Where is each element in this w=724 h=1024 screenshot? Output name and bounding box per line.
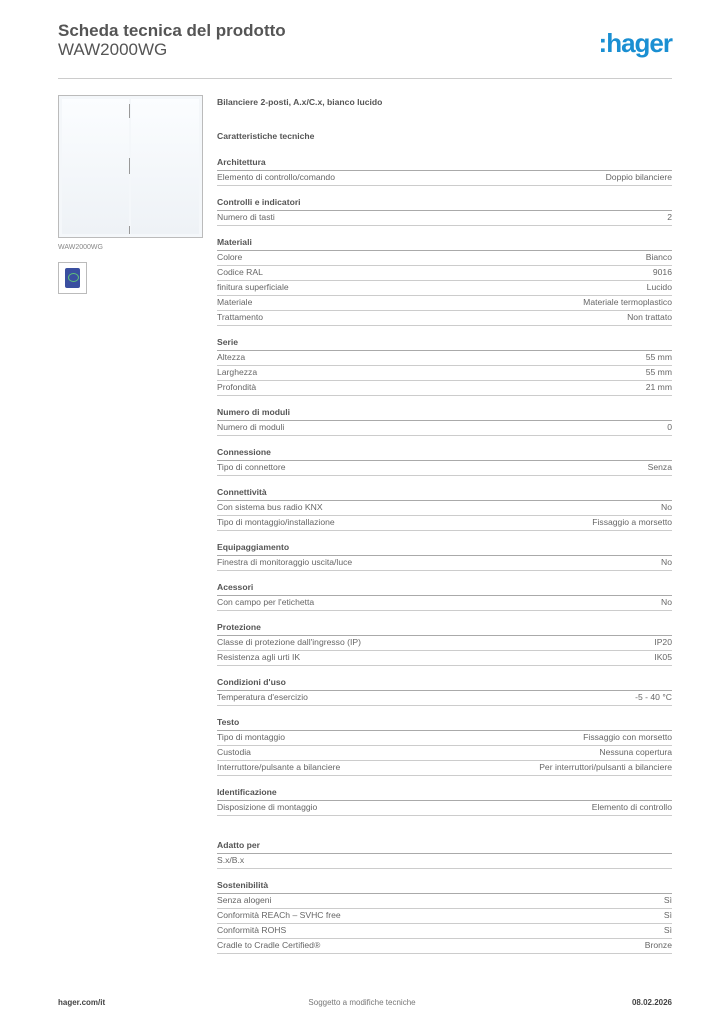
header-divider	[58, 78, 672, 79]
spec-label: Con sistema bus radio KNX	[217, 502, 323, 512]
spec-row	[217, 366, 672, 381]
spec-value: Non trattato	[627, 312, 672, 322]
spec-row	[217, 421, 672, 436]
spec-row	[217, 909, 672, 924]
spec-row	[217, 501, 672, 516]
spec-section	[217, 621, 672, 666]
spec-row	[217, 311, 672, 326]
section-heading: Identificazione	[217, 786, 672, 801]
spec-label: Temperatura d'esercizio	[217, 692, 308, 702]
spec-row	[217, 596, 672, 611]
spec-label: Finestra di monitoraggio uscita/luce	[217, 557, 353, 567]
spec-value: IP20	[654, 637, 672, 647]
spec-label: Custodia	[217, 747, 251, 757]
spec-value: Sì	[663, 910, 672, 920]
spec-value: 9016	[652, 267, 672, 277]
spec-value: 2	[667, 212, 672, 222]
spec-section	[217, 786, 672, 816]
spec-value: No	[661, 502, 672, 512]
spec-section	[217, 236, 672, 326]
spec-value: Per interruttori/pulsanti a bilanciere	[539, 762, 672, 772]
spec-section	[217, 156, 672, 186]
spec-label: Tipo di montaggio/installazione	[217, 517, 335, 527]
spec-sheet	[217, 96, 672, 954]
cradle-to-cradle-badge-icon	[58, 262, 87, 294]
spec-row	[217, 746, 672, 761]
spec-row	[217, 651, 672, 666]
spec-value: IK05	[654, 652, 672, 662]
section-heading: Equipaggiamento	[217, 541, 672, 556]
spec-value: No	[661, 597, 672, 607]
spec-label: finitura superficiale	[217, 282, 289, 292]
section-heading: Connessione	[217, 446, 672, 461]
spec-label: Colore	[217, 252, 243, 262]
footer-note: Soggetto a modifiche tecniche	[308, 998, 416, 1007]
section-heading: Protezione	[217, 621, 672, 636]
spec-value: Bronze	[644, 940, 672, 950]
spec-value: 0	[667, 422, 672, 432]
spec-label: Materiale	[217, 297, 253, 307]
hager-logo: :hager	[598, 28, 672, 58]
spec-row	[217, 556, 672, 571]
spec-label: Senza alogeni	[217, 895, 272, 905]
spec-section	[217, 581, 672, 611]
spec-label: Codice RAL	[217, 267, 263, 277]
spec-label: Con campo per l'etichetta	[217, 597, 315, 607]
spec-row	[217, 924, 672, 939]
spec-section	[217, 839, 672, 869]
product-code: WAW2000WG	[58, 40, 168, 59]
spec-label: S.x/B.x	[217, 855, 245, 865]
spec-section	[217, 541, 672, 571]
spec-label: Tipo di connettore	[217, 462, 286, 472]
spec-label: Disposizione di montaggio	[217, 802, 318, 812]
spec-value: Fissaggio con morsetto	[583, 732, 672, 742]
spec-label: Numero di moduli	[217, 422, 285, 432]
spec-value: Materiale termoplastico	[583, 297, 672, 307]
spec-row	[217, 281, 672, 296]
spec-section	[217, 406, 672, 436]
spec-label: Profondità	[217, 382, 257, 392]
rocker-mark	[129, 158, 130, 174]
spec-section	[217, 716, 672, 776]
spec-label: Trattamento	[217, 312, 264, 322]
spec-row	[217, 351, 672, 366]
spec-value: Senza	[647, 462, 672, 472]
spec-row	[217, 381, 672, 396]
spec-label: Elemento di controllo/comando	[217, 172, 335, 182]
spec-value: Sì	[663, 925, 672, 935]
spec-label: Interruttore/pulsante a bilanciere	[217, 762, 341, 772]
spec-row	[217, 854, 672, 869]
spec-value: Bianco	[645, 252, 672, 262]
section-heading: Condizioni d'uso	[217, 676, 672, 691]
spec-row	[217, 731, 672, 746]
product-name: Bilanciere 2-posti, A.x/C.x, bianco lucido	[217, 97, 383, 107]
spec-section	[217, 196, 672, 226]
spec-label: Tipo di montaggio	[217, 732, 285, 742]
product-image	[58, 95, 203, 238]
spec-label: Altezza	[217, 352, 246, 362]
spec-label: Resistenza agli urti IK	[217, 652, 301, 662]
spec-value: Sì	[663, 895, 672, 905]
spec-row	[217, 296, 672, 311]
spec-section	[217, 486, 672, 531]
spec-label: Larghezza	[217, 367, 258, 377]
rocker-right	[131, 99, 199, 234]
image-caption: WAW2000WG	[58, 244, 103, 251]
spec-value: Lucido	[646, 282, 672, 292]
spec-row	[217, 211, 672, 226]
characteristics-title: Caratteristiche tecniche	[217, 131, 315, 141]
spec-section	[217, 879, 672, 954]
spec-value: Nessuna copertura	[599, 747, 672, 757]
spec-row	[217, 171, 672, 186]
document-title: Scheda tecnica del prodotto	[58, 21, 286, 40]
spec-row	[217, 266, 672, 281]
spec-row	[217, 516, 672, 531]
spec-label: Conformità REACh – SVHC free	[217, 910, 341, 920]
spec-section	[217, 676, 672, 706]
spec-value: 55 mm	[645, 367, 672, 377]
spec-row	[217, 894, 672, 909]
section-heading: Testo	[217, 716, 672, 731]
section-heading: Numero di moduli	[217, 406, 672, 421]
section-heading: Architettura	[217, 156, 672, 171]
spec-section	[217, 446, 672, 476]
section-heading: Adatto per	[217, 839, 672, 854]
section-heading: Acessori	[217, 581, 672, 596]
section-heading: Materiali	[217, 236, 672, 251]
spec-label: Classe di protezione dall'ingresso (IP)	[217, 637, 361, 647]
spec-row	[217, 761, 672, 776]
section-heading: Serie	[217, 336, 672, 351]
spec-sections	[217, 156, 672, 954]
section-heading: Sostenibilità	[217, 879, 672, 894]
section-heading: Connettività	[217, 486, 672, 501]
spec-row	[217, 691, 672, 706]
spec-row	[217, 636, 672, 651]
footer-website-link[interactable]: hager.com/it	[58, 998, 106, 1007]
spec-value: Fissaggio a morsetto	[592, 517, 672, 527]
spec-row	[217, 251, 672, 266]
rocker-mark	[129, 226, 130, 234]
spec-row	[217, 461, 672, 476]
spec-row	[217, 801, 672, 816]
rocker-mark	[129, 104, 130, 118]
section-heading: Controlli e indicatori	[217, 196, 672, 211]
spec-value: 21 mm	[645, 382, 672, 392]
spec-value: Elemento di controllo	[591, 802, 672, 812]
rocker-left	[62, 99, 129, 234]
spec-row	[217, 939, 672, 954]
spec-label: Numero di tasti	[217, 212, 275, 222]
spec-value: 55 mm	[645, 352, 672, 362]
spec-value: Doppio bilanciere	[605, 172, 672, 182]
spec-section	[217, 336, 672, 396]
footer-date: 08.02.2026	[631, 998, 672, 1007]
spec-label: Cradle to Cradle Certified®	[217, 940, 321, 950]
spec-value: -5 - 40 °C	[635, 692, 672, 702]
spec-label: Conformità ROHS	[217, 925, 287, 935]
logo-text: hager	[606, 28, 672, 58]
spec-value: No	[661, 557, 672, 567]
